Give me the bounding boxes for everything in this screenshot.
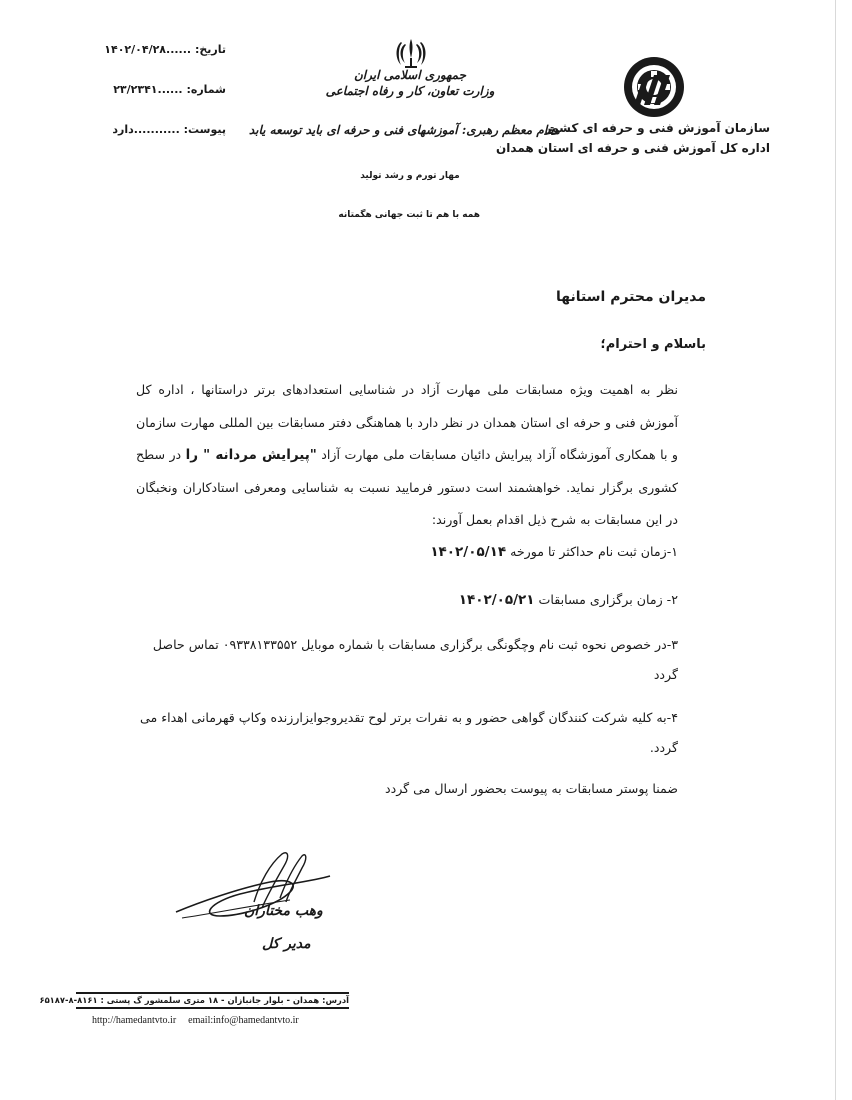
- date-value: ......۱۴۰۲/۰۴/۲۸: [104, 43, 192, 56]
- date-row: [86, 40, 226, 59]
- iran-emblem-icon: [393, 36, 429, 70]
- number-label: شماره:: [186, 83, 226, 96]
- recipient: مدیران محترم استانها: [556, 289, 706, 305]
- list-item-awards: ۴-به کلیه شرکت کنندگان گواهی حضور و به نفرات برتر لوح تقدیروجوایزارزنده وکاپ قهرمانی اهداء می گردد.: [140, 710, 678, 755]
- competition-title: "پیرایش مردانه " را: [185, 447, 317, 463]
- tvto-logo-icon: [620, 55, 688, 119]
- email-link[interactable]: email:info@hamedantvto.ir: [188, 1015, 299, 1026]
- hegmataneh-slogan: همه با هم تا ثبت جهانی هگمتانه: [338, 210, 480, 220]
- item-1-date: ۱۴۰۲/۰۵/۱۴: [430, 544, 507, 560]
- organization-line-1: سازمان آموزش فنی و حرفه ای کشور: [544, 121, 770, 135]
- greeting: باسلام و احترام؛: [600, 337, 706, 352]
- attachment-label: پیوست:: [183, 123, 226, 136]
- item-2-text: ۲- زمان برگزاری مسابقات: [534, 592, 678, 607]
- closing-line: ضمنا پوستر مسابقات به پیوست بحضور ارسال می گردد: [385, 781, 678, 796]
- number-row: [86, 80, 226, 99]
- item-2-date: ۱۴۰۲/۰۵/۲۱: [458, 592, 535, 608]
- letter-meta: [86, 40, 226, 139]
- footer-contact: [92, 1015, 311, 1026]
- number-value: ......۲۳/۲۳۴۱: [113, 83, 183, 96]
- footer-rule-bottom: [76, 1007, 349, 1009]
- organization-line-2: اداره کل آموزش فنی و حرفه ای استان همدان: [496, 141, 770, 155]
- page-edge-line: [835, 0, 836, 1100]
- year-slogan: مهار تورم و رشد تولید: [360, 171, 460, 181]
- list-item-registration: [136, 537, 678, 567]
- republic-line: جمهوری اسلامی ایران: [353, 68, 467, 82]
- ministry-header: [248, 68, 560, 139]
- item-1-text: ۱-زمان ثبت نام حداکثر تا مورخه: [506, 544, 678, 559]
- date-label: تاریخ:: [194, 43, 226, 56]
- attachment-row: [86, 120, 226, 139]
- body-text-1: نظر به اهمیت ویژه مسابقات ملی مهارت آزاد در شناسایی استعدادهای برتر دراستانها ، اداره کل آموزش فنی و حرفه ای استان همدان در نظر دارد با هماهنگی دفتر مسابقات بین المللی مهارت سازمان و با همکاری آموزشگاه آزاد پیرایش دائیان مسابقات ملی مهارت آزاد: [136, 382, 678, 462]
- attachment-value: ...........دارد: [112, 123, 180, 136]
- signer-title: مدیر کل: [262, 936, 311, 952]
- list-item-contact: ۳-در خصوص نحوه ثبت نام وچگونگی برگزاری مسابقات با شماره موبایل ۰۹۳۳۸۱۳۳۵۵۲ تماس حاصل گردد: [152, 637, 678, 682]
- footer-address: آدرس: همدان - بلوار جانبازان - ۱۸ متری سلمشور گ پستی : ۸۱۶۱-۸-۶۵۱۸۷: [39, 995, 349, 1005]
- body-paragraph: [136, 374, 678, 537]
- list-item-competition-date: [136, 585, 678, 615]
- website-link[interactable]: http://hamedantvto.ir: [92, 1015, 177, 1026]
- organization-name: [496, 118, 770, 158]
- body-text-2: در سطح کشوری برگزار نماید. خواهشمند است دستور فرمایید نسبت به شناسایی ومعرفی استادکاران ونخبگان در این مسابقات به شرح ذیل اقدام بعمل آورند:: [136, 447, 678, 527]
- leader-quote: مقام معظم رهبری: آموزشهای فنی و حرفه ای باید توسعه یابد: [248, 123, 560, 137]
- handwritten-signature: [170, 842, 350, 938]
- ministry-line: وزارت تعاون، کار و رفاه اجتماعی: [325, 84, 495, 98]
- signer-name: وهب مختاران: [244, 903, 323, 919]
